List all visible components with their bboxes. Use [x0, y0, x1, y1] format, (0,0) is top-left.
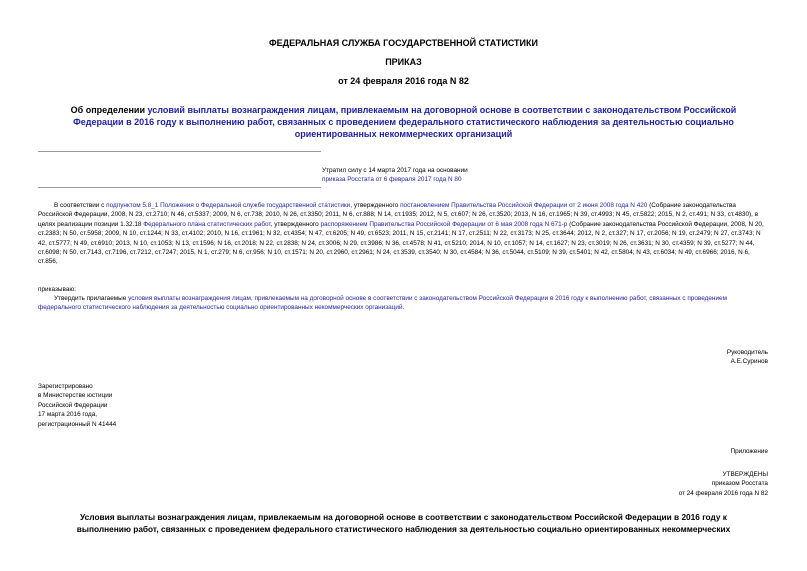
doc-date-number: от 24 февраля 2016 года N 82 — [338, 76, 469, 86]
appendix-title — [0, 511, 807, 535]
appendix-title-line2: выполнению работ, связанных с проведением федерального статистического наблюдения за деятельностью социально ориентированных некоммерческих — [76, 524, 731, 534]
document-title — [50, 104, 757, 140]
approve-text-1: Утвердить прилагаемые — [54, 295, 129, 302]
divider-top — [38, 151, 321, 152]
title-link[interactable]: условий выплаты вознаграждения лицам, привлекаемым на договорной основе в соответствии с законодательством Российской Федерации в 2016 году к выполнению работ, связанных с проведением федерального статистического наблюдения за деятельностью социально ориентированных некоммерческих организаций — [73, 105, 737, 139]
preamble-paragraph — [38, 201, 770, 267]
approve-paragraph — [38, 294, 770, 313]
preamble-text-4: , утвержденного — [270, 220, 321, 228]
registration-line: Зарегистрировано — [38, 383, 93, 390]
signature-block — [570, 348, 768, 367]
doc-type-heading: ПРИКАЗ — [385, 57, 422, 67]
registration-line: регистрационный N 41444 — [38, 420, 117, 428]
status-line1: Утратил силу с 14 марта 2017 года на основании — [322, 167, 468, 174]
link-regulation[interactable]: подпунктом 5.8_1 Положения о Федеральной службе государственной статистики — [106, 202, 351, 209]
title-prefix: Об определении — [70, 105, 148, 115]
preamble-text-2: , утвержденного — [350, 202, 401, 209]
link-stat-plan[interactable]: Федерального плана статистических работ — [143, 220, 271, 228]
appendix-label: Приложение — [730, 448, 768, 455]
signature-role: Руководитель — [726, 349, 768, 356]
preamble-text-5: (Собрание законодательства Российской Федерации, 2008, N 20, ст.2383; N 50, ст.5958; 2009, N 10, ст.1244; N 33, ст.4102; 2010, N 16, ст.1961; N 32, ст.4354; N 47, ст.6205; N 49, ст.6523; 2011, N 15, ст.2141; N 17, ст.2511; N 22, ст.3173; N 25, ст.3644; 2012, N 2, ст.327; N 17, ст.2056; N 19, ст.2479; N 27, ст.3743; N 42, ст.5777; N 49, ст.6910; 2013, N 10, ст.1053; N 13, ст.1596; N 16, ст.2018; N 22, ст.2838; N 24, ст.3006; N 29, ст.3986; N 36, ст.4578; N 41, ст.5210; 2014, N 10, ст.1057; N 14, ст.1627; N 23, ст.3019; N 26, ст.3631; N 30, ст.4359; N 39, ст.5277; N 44, ст.6098; N 50, ст.7143, ст.7196, ст.7212, ст.7247; 2015, N 1, ст.279; N 6, ст.956; N 10, ст.1571; N 20, ст.2960, ст.2961; N 24, ст.3539, ст.3540; N 30, ст.4584; N 36, ст.5044, ст.5109; N 39, ст.5401; N 42, ст.5804; N 43, ст.6034; N 49, ст.6966; 2016, N 6, ст.856, — [38, 220, 764, 266]
link-decree-420[interactable]: постановлением Правительства Российской Федерации от 2 июня 2008 года N 420 — [400, 202, 648, 209]
agency-heading: ФЕДЕРАЛЬНАЯ СЛУЖБА ГОСУДАРСТВЕННОЙ СТАТИСТИКИ — [269, 38, 538, 48]
approved-word: УТВЕРЖДЕНЫ — [722, 471, 768, 478]
registration-line: в Министерстве юстиции — [38, 392, 113, 400]
registration-line: 17 марта 2016 года, — [38, 411, 98, 419]
appendix-title-line1: Условия выплаты вознаграждения лицам, привлекаемым на договорной основе в соответствии с законодательством Российской Федерации в 2016 году к — [80, 512, 727, 522]
order-word: приказываю: — [38, 286, 76, 293]
approved-block — [570, 470, 768, 498]
link-order-671[interactable]: распоряжением Правительства Российской Федерации от 6 мая 2008 года N 671-р — [320, 220, 568, 228]
preamble-text-3: (Собрание законодательства Российской Федерации, 2008, N 23, ст.2710; N 46, ст.5337; 2009, N 6, ст.738; 2010, N 26, ст.3350; 2011, N 6, ст.888; N 14, ст.1935; 2012, N 5, ст.607; N 26, ст.3520; 2013, N 16, ст.1965; N 39, ст.4993; N 45, ст.5822; 2015, N 2, ст.491; N 33, ст.4830), в целях реализации позиции 1.32.18 — [38, 202, 759, 228]
approved-date: от 24 февраля 2016 года N 82 — [678, 489, 768, 497]
divider-status — [38, 187, 321, 188]
link-conditions[interactable]: условия выплаты вознаграждения лицам, привлекаемым на договорной основе в соответствии с законодательством Российской Федерации в 2016 году к выполнению работ, связанных с проведением федерального статистического наблюдения за деятельностью социально ориентированных некоммерческих организаций — [38, 295, 727, 312]
status-link[interactable]: приказа Росстата от 6 февраля 2017 года N 80 — [322, 176, 462, 184]
signature-name: А.Е.Суринов — [730, 358, 768, 366]
preamble-text-1: В соответствии с — [54, 202, 107, 209]
registration-line: Российской Федерации — [38, 401, 108, 409]
approved-by-order: приказом Росстата — [711, 480, 768, 488]
status-note — [322, 166, 562, 185]
registration-block — [38, 382, 238, 429]
approve-text-2: . — [402, 304, 405, 312]
